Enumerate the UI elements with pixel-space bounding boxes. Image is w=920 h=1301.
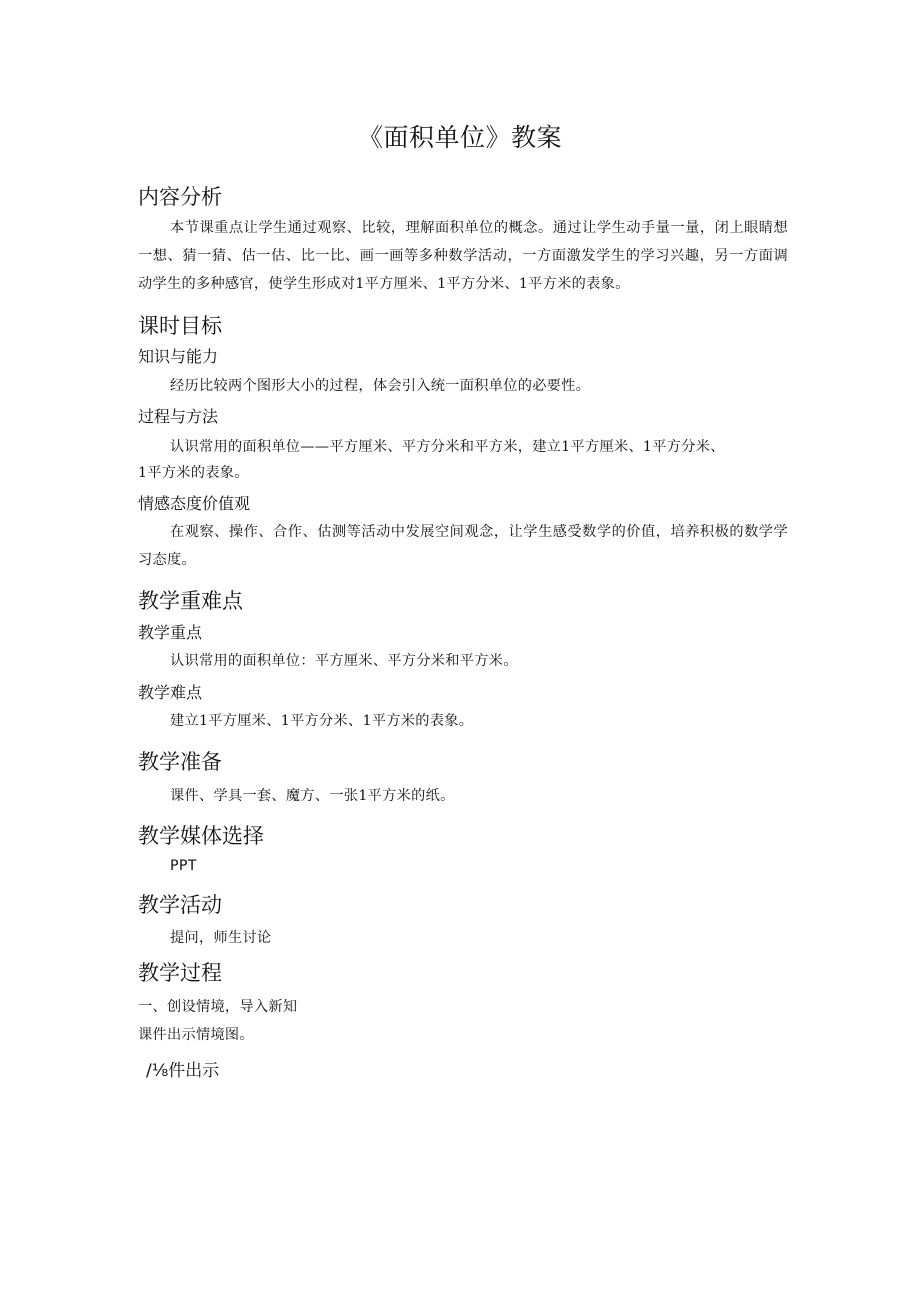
heading-emotion: 情感态度价值观 xyxy=(138,494,251,513)
activity-text: 提问，师生讨论 xyxy=(170,930,272,946)
heading-difficulty: 教学难点 xyxy=(138,683,203,702)
heading-teaching-process: 教学过程 xyxy=(138,961,222,985)
preparation-text: 课件、学具一套、魔方、一张1平方米的纸。 xyxy=(170,788,455,804)
heading-preparation: 教学准备 xyxy=(138,750,222,774)
content-analysis-paragraph: 本节课重点让学生通过观察、比较，理解面积单位的概念。通过让学生动手量一量，闭上眼睛想一想、猜一猜、估一估、比一比、画一画等多种数学活动，一方面激发学生的学习兴趣，另一方面调动学生的多种感官，使学生形成对1平方厘米、1平方分米、1平方米的表象。 xyxy=(138,220,788,292)
heading-process-method: 过程与方法 xyxy=(138,407,219,426)
difficulty-text: 建立1平方厘米、1平方分米、1平方米的表象。 xyxy=(170,713,474,729)
heading-key-points: 教学重难点 xyxy=(138,589,243,613)
heading-content-analysis: 内容分析 xyxy=(138,185,222,209)
process-step-1-text: 课件出示情境图。 xyxy=(138,1027,254,1043)
media-text: PPT xyxy=(170,858,197,874)
heading-activity: 教学活动 xyxy=(138,893,222,917)
document-title: 《面积单位》教案 xyxy=(357,123,562,152)
focus-text: 认识常用的面积单位：平方厘米、平方分米和平方米。 xyxy=(170,653,518,669)
process-step-1: 一、创设情境，导入新知 xyxy=(138,999,298,1015)
heading-knowledge: 知识与能力 xyxy=(138,347,219,366)
heading-focus: 教学重点 xyxy=(138,623,203,642)
image-caption: /⅛件出示 xyxy=(146,1061,220,1081)
process-method-line-1: 认识常用的面积单位——平方厘米、平方分米和平方米，建立1平方厘米、1平方分米、 xyxy=(170,439,725,455)
knowledge-text: 经历比较两个图形大小的过程，体会引入统一面积单位的必要性。 xyxy=(170,378,591,394)
emotion-paragraph: 在观察、操作、合作、估测等活动中发展空间观念，让学生感受数学的价值，培养积极的数学学习态度。 xyxy=(138,524,788,568)
process-method-line-2: 1平方米的表象。 xyxy=(138,465,249,481)
heading-objectives: 课时目标 xyxy=(138,314,222,338)
heading-media: 教学媒体选择 xyxy=(138,824,264,848)
